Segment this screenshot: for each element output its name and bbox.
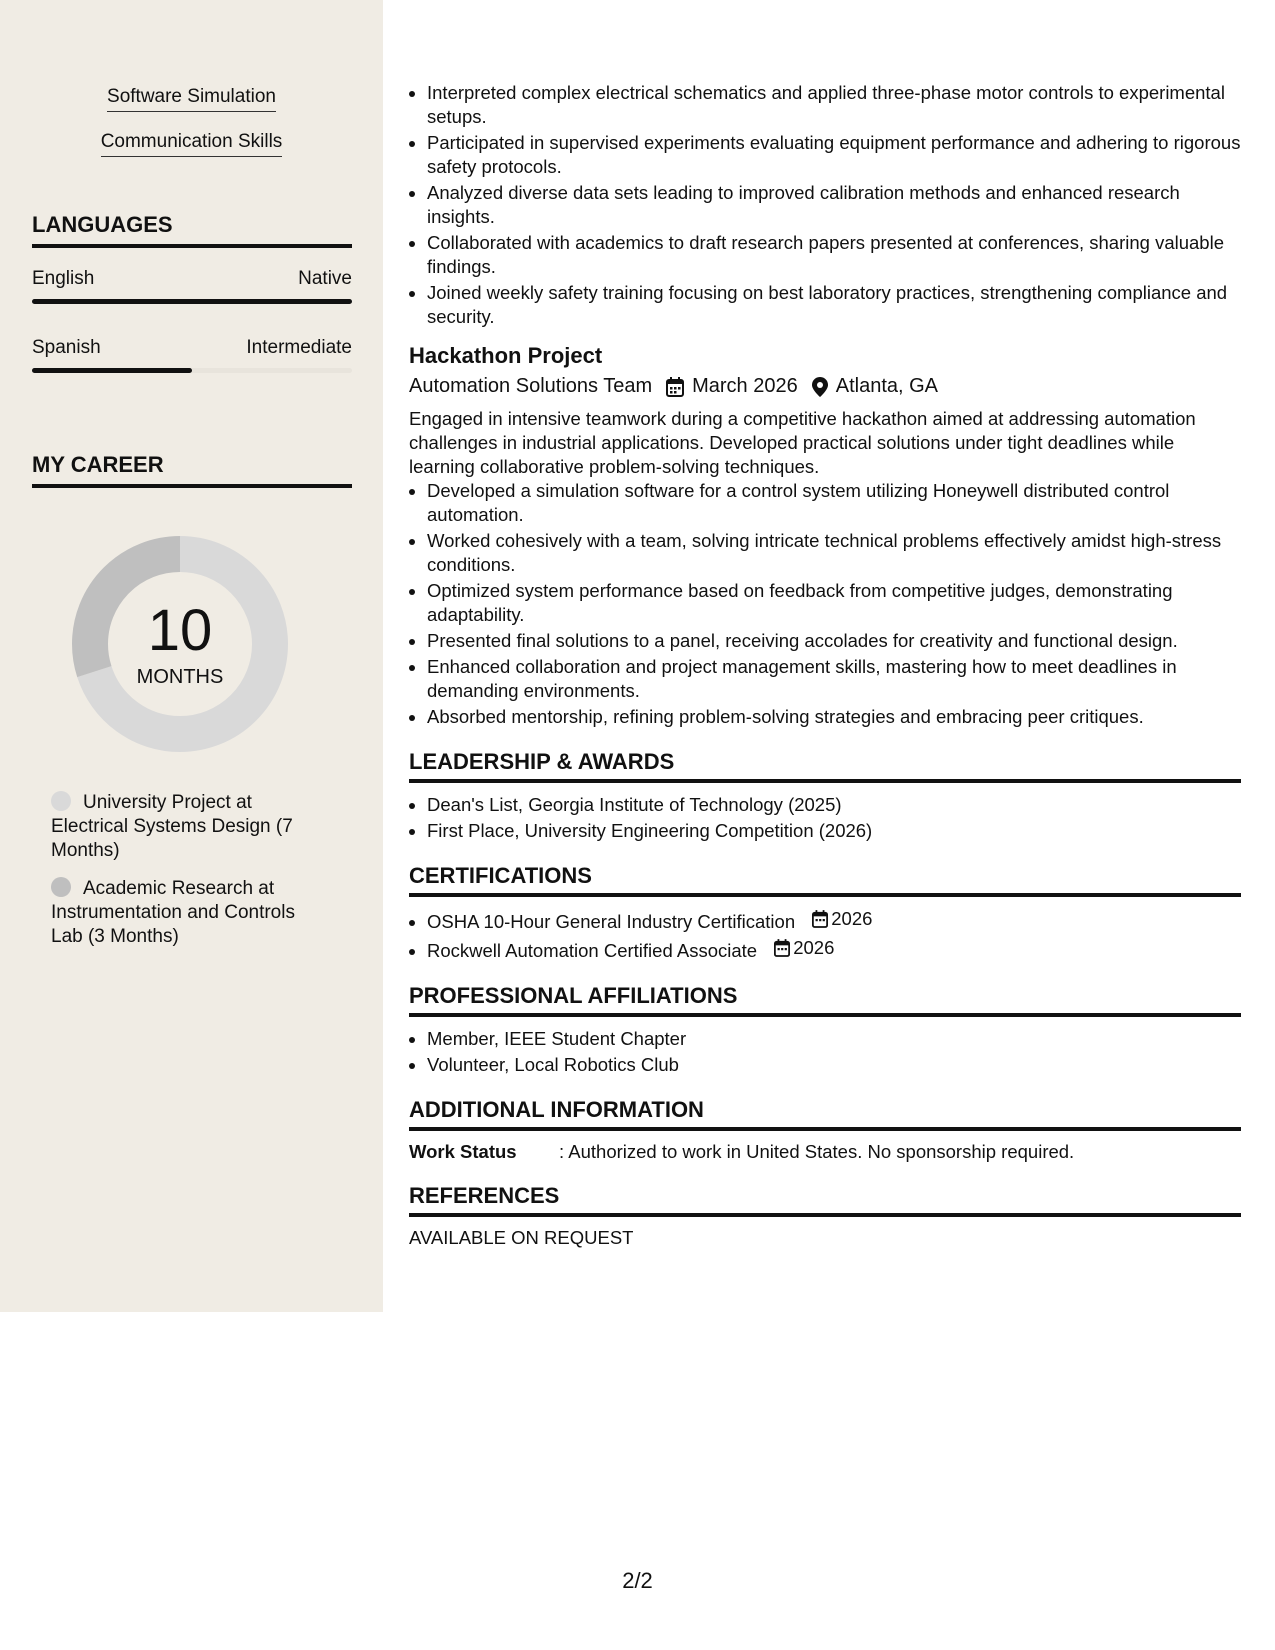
bullet-item: • Collaborated with academics to draft research papers presented at conferences, sharing valuable findings. — [427, 231, 1241, 279]
bullet-item: • Interpreted complex electrical schematics and applied three-phase motor controls to experimental setups. — [427, 81, 1241, 129]
skill-item — [0, 86, 383, 112]
career-total-value: 10 — [147, 598, 213, 663]
career-legend-item — [51, 877, 311, 949]
leadership-heading: LEADERSHIP & AWARDS — [409, 749, 1241, 783]
career-legend-item — [51, 791, 311, 863]
languages-heading: LANGUAGES — [32, 212, 352, 248]
hackathon-meta — [409, 375, 1241, 398]
bullet-item: • Absorbed mentorship, refining problem-solving strategies and embracing peer critiques. — [427, 705, 1241, 729]
list-item: • Volunteer, Local Robotics Club — [427, 1053, 1241, 1077]
bullet-item: • Analyzed diverse data sets leading to improved calibration methods and enhanced research insights. — [427, 181, 1241, 229]
legend-label: Academic Research at Instrumentation and Controls Lab (3 Months) — [51, 878, 295, 947]
experience-bullets — [409, 81, 1241, 329]
certification-year: 2026 — [831, 908, 873, 929]
references-heading: REFERENCES — [409, 1183, 1241, 1217]
language-name: Spanish — [32, 337, 101, 358]
affiliations-heading: PROFESSIONAL AFFILIATIONS — [409, 983, 1241, 1017]
certification-year: 2026 — [793, 937, 835, 958]
bullet-item: • Worked cohesively with a team, solving intricate technical problems effectively amidst high-stress conditions. — [427, 529, 1241, 577]
language-level: Intermediate — [246, 337, 352, 358]
work-status-row — [409, 1141, 1241, 1163]
legend-dot — [51, 791, 71, 811]
leadership-list — [409, 793, 1241, 843]
calendar-icon — [812, 910, 828, 928]
references-text: AVAILABLE ON REQUEST — [409, 1227, 634, 1248]
list-item: • First Place, University Engineering Competition (2026) — [427, 819, 1241, 843]
affiliations-list — [409, 1027, 1241, 1077]
certification-name: OSHA 10-Hour General Industry Certification — [427, 911, 796, 932]
career-total-unit: MONTHS — [136, 666, 224, 688]
hackathon-bullets — [409, 479, 1241, 729]
bullet-item: • Optimized system performance based on feedback from competitive judges, demonstrating adaptability. — [427, 579, 1241, 627]
additional-info-heading: ADDITIONAL INFORMATION — [409, 1097, 1241, 1131]
work-status-value: : Authorized to work in United States. No sponsorship required. — [559, 1141, 1075, 1162]
hackathon-location: Atlanta, GA — [835, 375, 939, 397]
bullet-item: • Presented final solutions to a panel, receiving accolades for creativity and functional design. — [427, 629, 1241, 653]
language-bar — [32, 299, 352, 304]
language-bar — [32, 368, 352, 373]
certifications-heading: CERTIFICATIONS — [409, 863, 1241, 897]
main-content — [409, 0, 1241, 1249]
language-row — [32, 268, 352, 290]
skill-label: Software Simulation — [107, 86, 276, 112]
certification-item — [427, 936, 1241, 963]
work-status-label: Work Status — [409, 1141, 517, 1162]
bullet-item: • Enhanced collaboration and project management skills, mastering how to meet deadlines in demanding environments. — [427, 655, 1241, 703]
skill-item — [0, 131, 383, 157]
certification-item — [427, 907, 1241, 934]
bullet-item: • Joined weekly safety training focusing on best laboratory practices, strengthening compliance and security. — [427, 281, 1241, 329]
list-item: • Member, IEEE Student Chapter — [427, 1027, 1241, 1051]
list-item: • Dean's List, Georgia Institute of Technology (2025) — [427, 793, 1241, 817]
hackathon-description: Engaged in intensive teamwork during a competitive hackathon aimed at addressing automation challenges in industrial applications. Developed practical solutions under tight deadlines while learning collaborative problem-solving techniques. — [409, 408, 1196, 477]
location-pin-icon — [812, 377, 828, 397]
legend-dot — [51, 877, 71, 897]
certifications-list — [409, 907, 1241, 963]
hackathon-title: Hackathon Project — [409, 343, 603, 368]
calendar-icon — [774, 939, 790, 957]
skill-label: Communication Skills — [101, 131, 283, 157]
language-bar-fill — [32, 299, 352, 304]
certification-name: Rockwell Automation Certified Associate — [427, 940, 758, 961]
hackathon-org: Automation Solutions Team — [409, 375, 653, 397]
bullet-item: • Participated in supervised experiments evaluating equipment performance and adhering to rigorous safety protocols. — [427, 131, 1241, 179]
bullet-item: • Developed a simulation software for a control system utilizing Honeywell distributed control automation. — [427, 479, 1241, 527]
language-name: English — [32, 268, 95, 289]
career-heading: MY CAREER — [32, 452, 352, 488]
hackathon-date: March 2026 — [692, 375, 798, 397]
page-number: 2/2 — [622, 1568, 653, 1593]
language-level: Native — [298, 268, 352, 289]
legend-label: University Project at Electrical Systems Design (7 Months) — [51, 792, 293, 861]
language-bar-fill — [32, 368, 192, 373]
sidebar — [0, 0, 383, 1312]
calendar-icon — [666, 377, 684, 397]
language-row — [32, 337, 352, 359]
